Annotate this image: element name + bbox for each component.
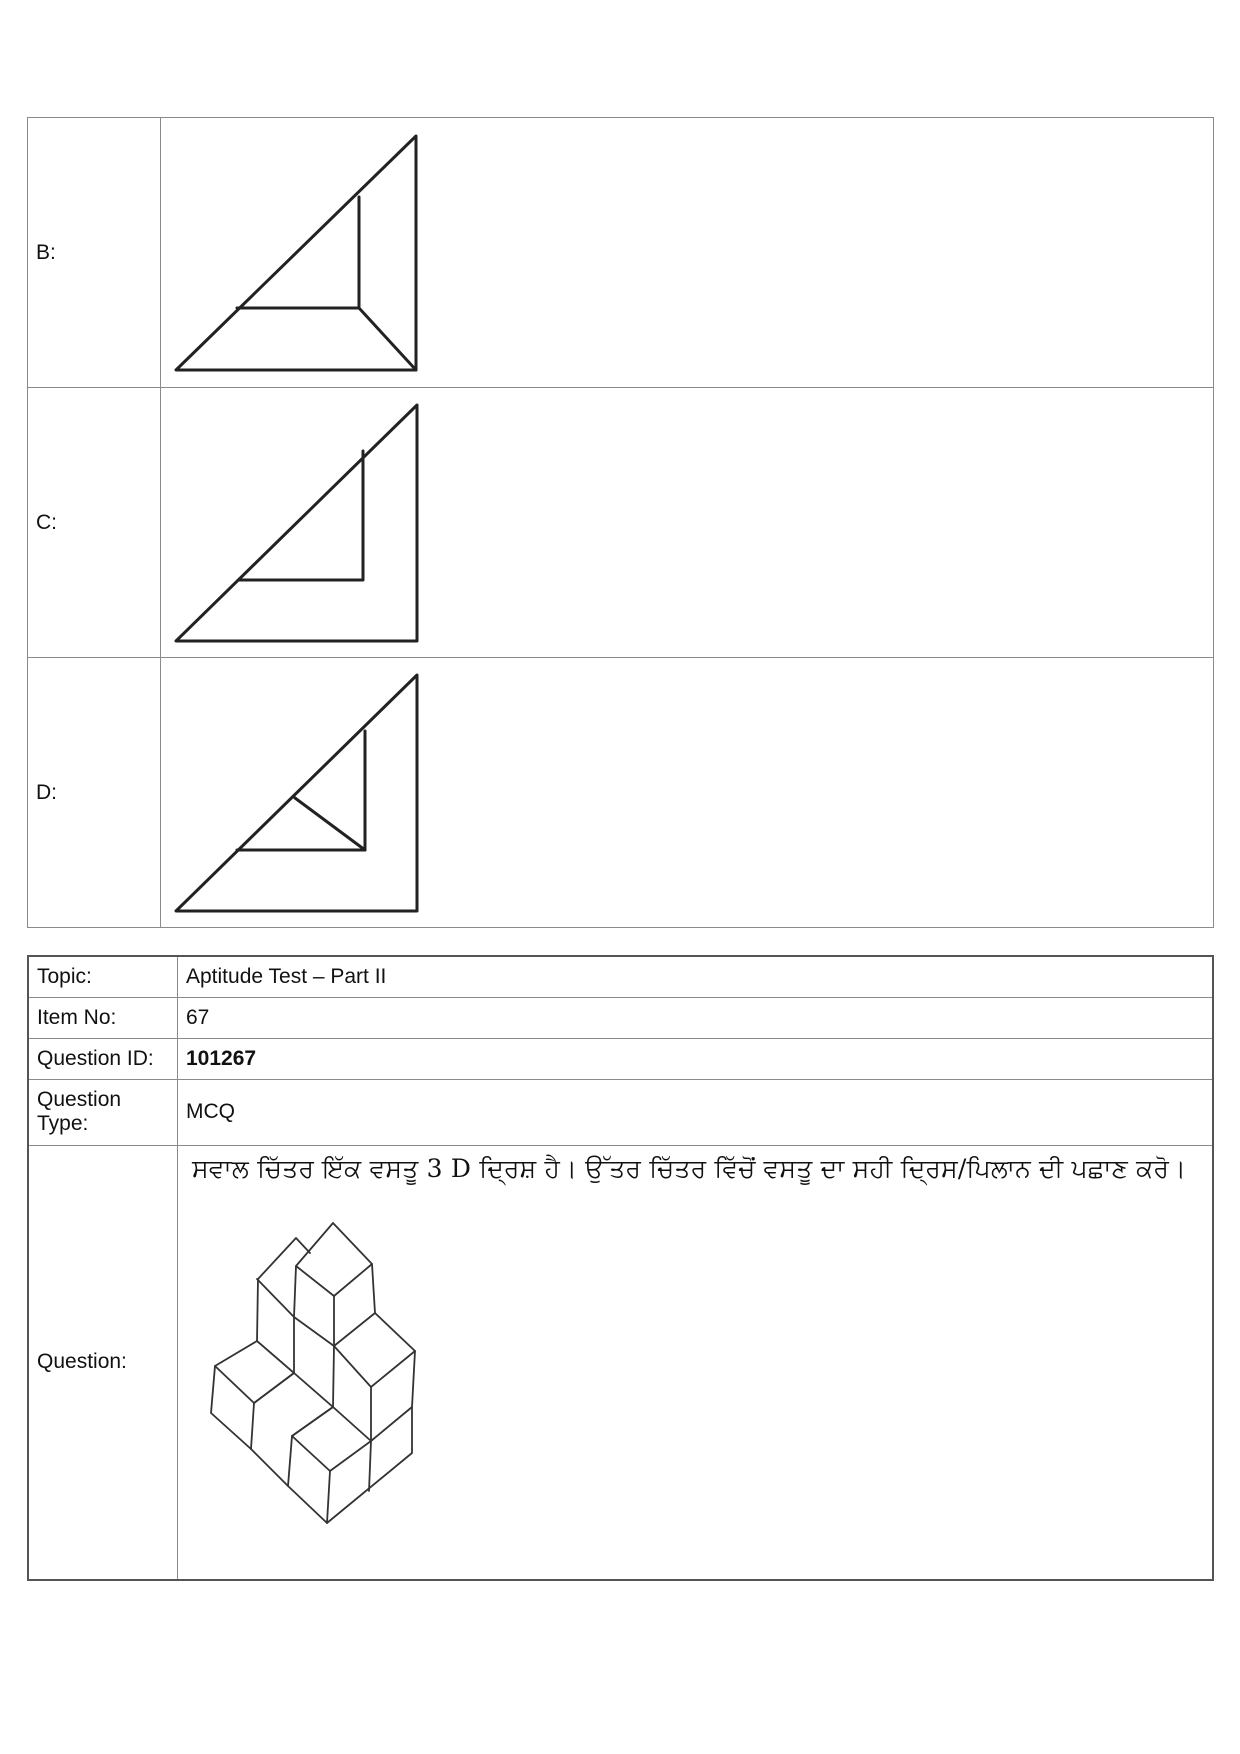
info-row-item	[28, 997, 1213, 1038]
triangle-figure-c	[161, 388, 1223, 656]
option-row-d	[28, 658, 1214, 928]
triangle-figure-d	[161, 658, 1223, 926]
question-id-label: Question ID:	[28, 1038, 178, 1079]
triangle-figure-b	[161, 118, 1223, 386]
question-info-table	[27, 955, 1214, 1581]
info-row-topic	[28, 956, 1213, 997]
topic-value: Aptitude Test – Part II	[178, 956, 1214, 997]
answer-options-table	[27, 117, 1214, 928]
info-row-qid	[28, 1038, 1213, 1079]
question-type-value: MCQ	[178, 1079, 1214, 1145]
option-label: C:	[28, 388, 161, 658]
option-label: D:	[28, 658, 161, 928]
option-figure-c	[161, 388, 1214, 658]
option-row-b	[28, 118, 1214, 388]
question-cell	[178, 1145, 1214, 1580]
option-figure-b	[161, 118, 1214, 388]
item-no-value: 67	[178, 997, 1214, 1038]
item-no-label: Item No:	[28, 997, 178, 1038]
isometric-blocks-figure	[208, 1221, 468, 1561]
info-row-qtype	[28, 1079, 1213, 1145]
info-row-question	[28, 1145, 1213, 1580]
question-id-value: 101267	[178, 1038, 1214, 1079]
topic-label: Topic:	[28, 956, 178, 997]
option-label: B:	[28, 118, 161, 388]
question-label: Question:	[28, 1145, 178, 1580]
option-row-c	[28, 388, 1214, 658]
option-figure-d	[161, 658, 1214, 928]
question-text: ਸਵਾਲ ਚਿੱਤਰ ਇੱਕ ਵਸਤੂ 3 D ਦ੍ਰਿਸ਼ ਹੈ। ਉੱਤਰ ਚਿੱਤਰ ਵਿੱਚੋਂ ਵਸਤੂ ਦਾ ਸਹੀ ਦ੍ਰਿਸ/ਪਿਲਾਨ ਦੀ ਪਛਾਣ ਕਰੋ।	[192, 1153, 1187, 1183]
question-type-label: Question Type:	[28, 1079, 178, 1145]
